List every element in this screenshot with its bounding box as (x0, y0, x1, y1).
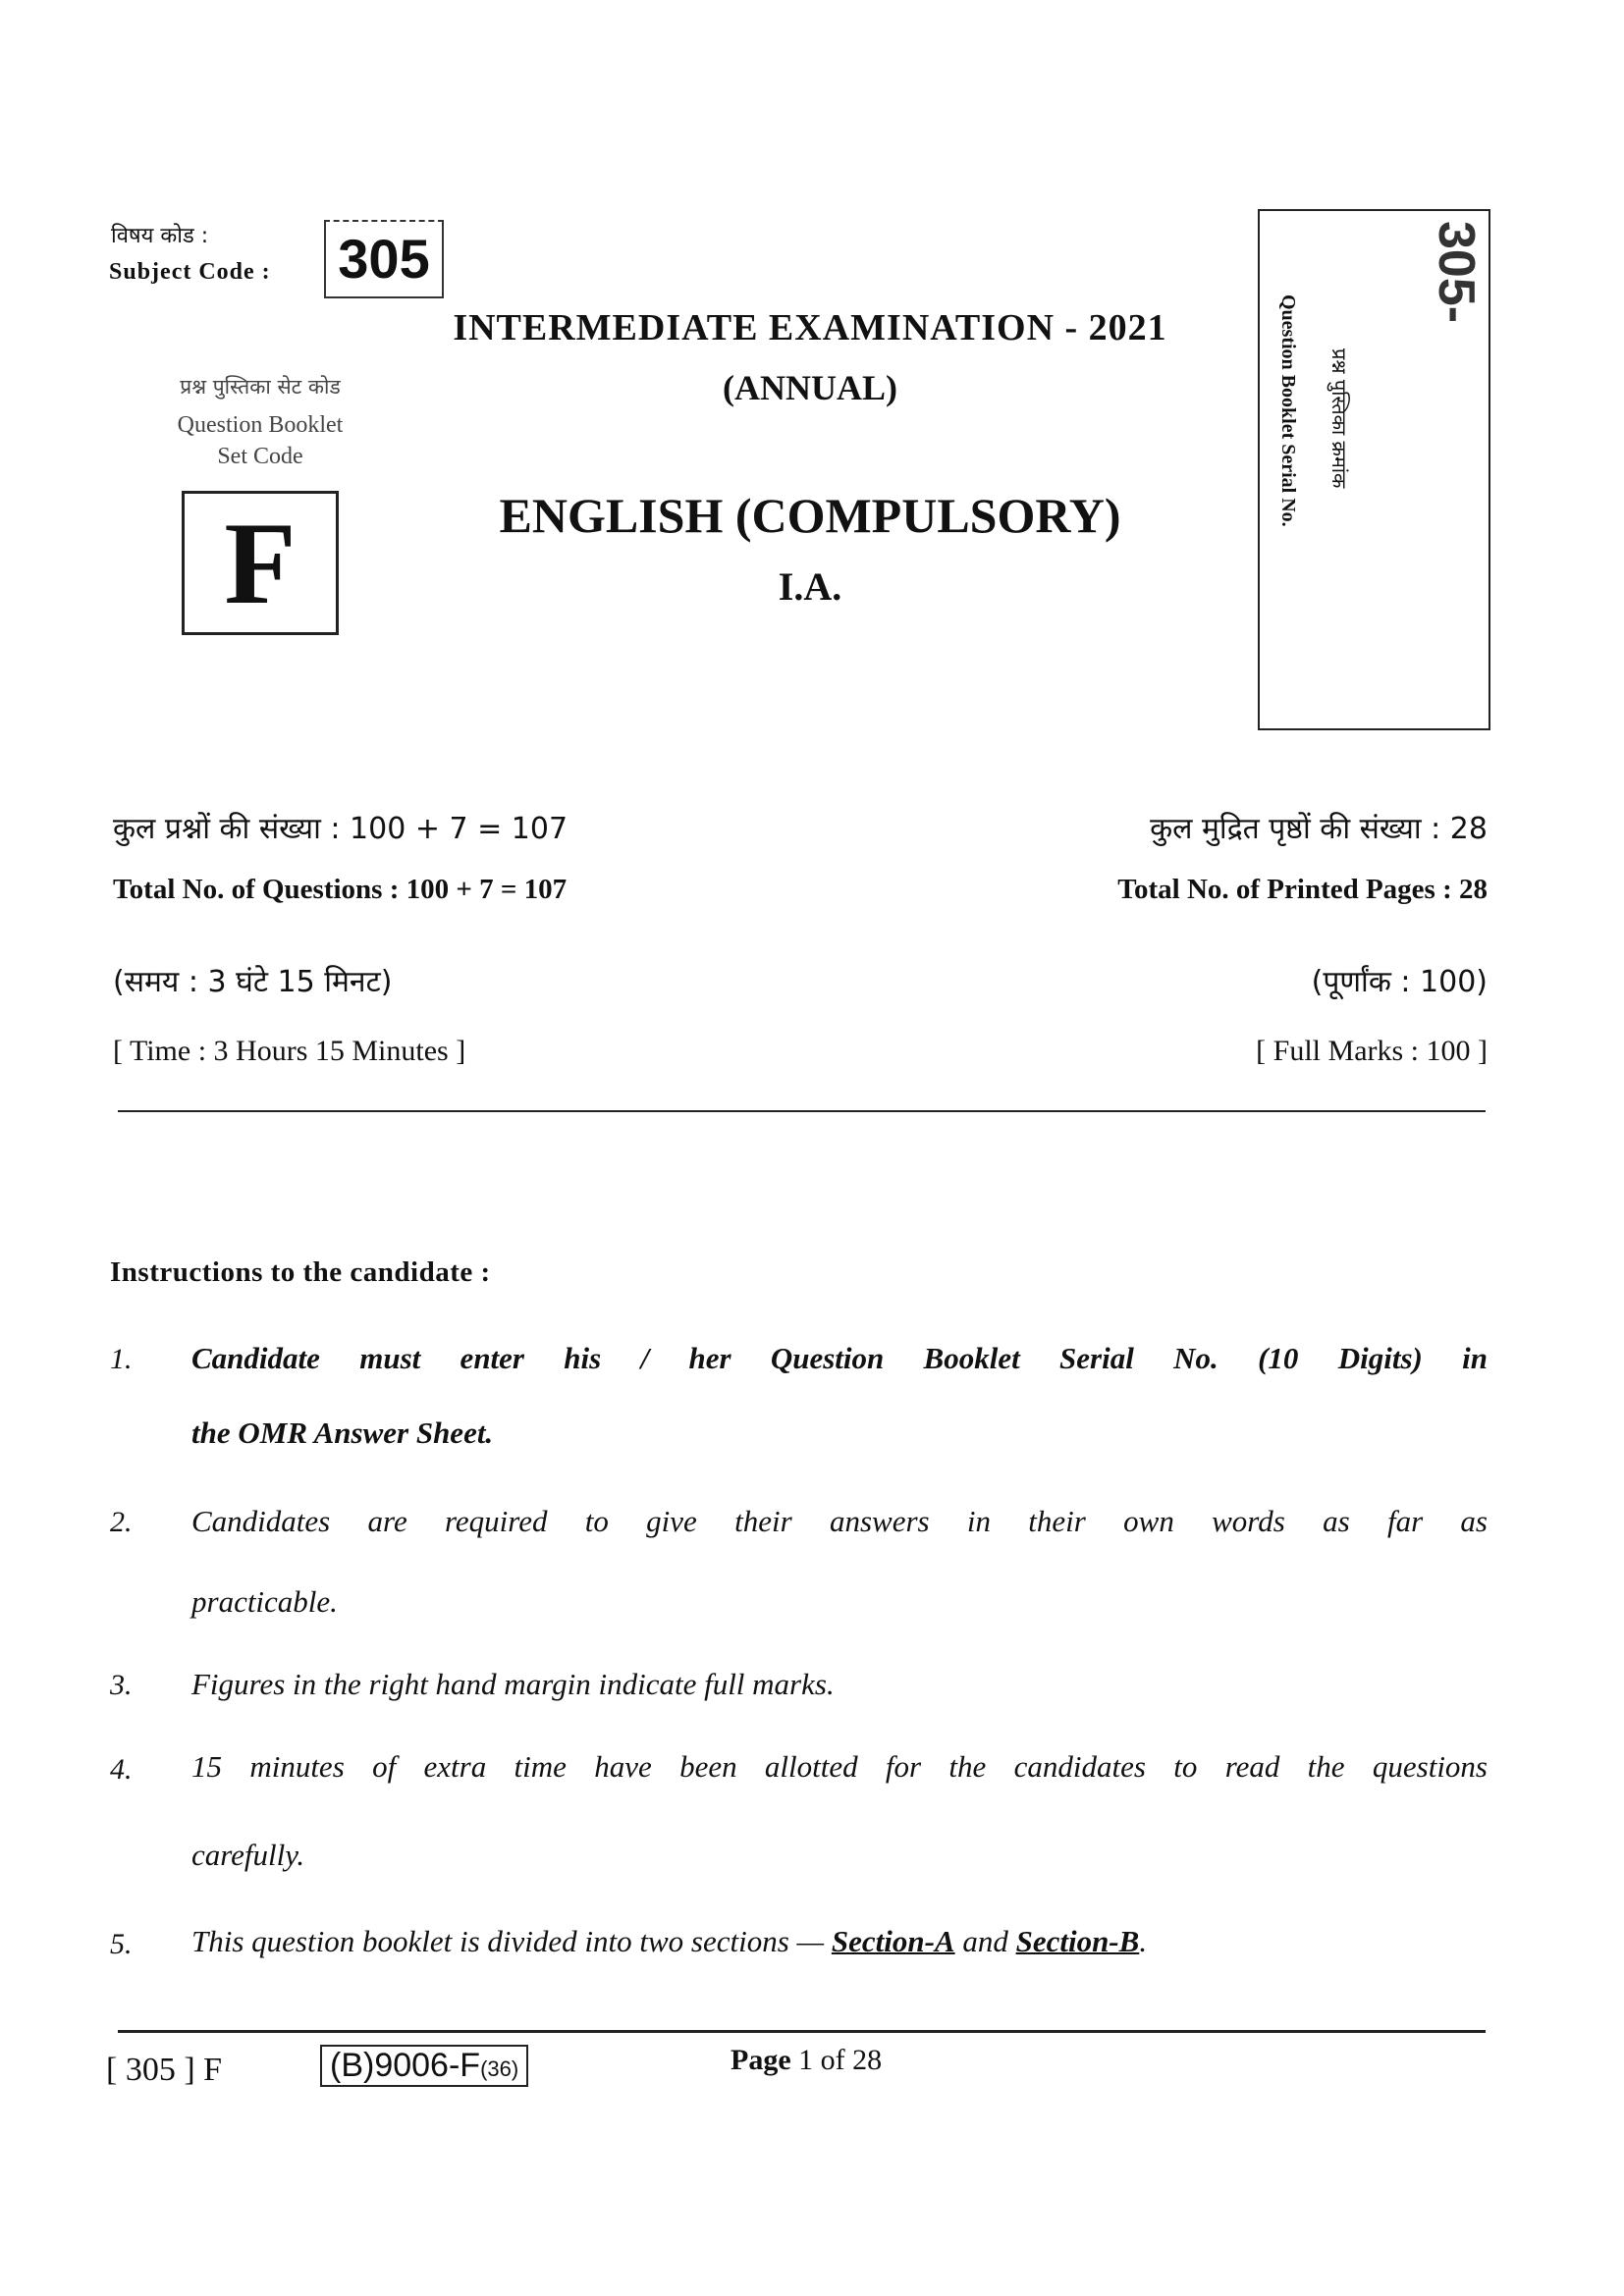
subject-code-box: 305 (324, 220, 444, 298)
subject-title: ENGLISH (COMPULSORY) (499, 488, 1121, 543)
exam-title: INTERMEDIATE EXAMINATION - 2021 (453, 307, 1167, 348)
and-text: and (962, 1924, 1008, 1958)
info-row-hindi-2 (113, 960, 1488, 1000)
instruction-number: 2. (110, 1506, 133, 1538)
period: . (1139, 1924, 1148, 1958)
instruction-number: 1. (110, 1343, 133, 1375)
set-code-box: F (182, 491, 339, 635)
instruction-4-line1: 15 minutes of extra time have been allotted for the candidates to read the questions (191, 1749, 1488, 1784)
serial-code: 305- (1428, 221, 1485, 324)
instruction-number: 5. (110, 1928, 133, 1960)
page-label: Page (731, 2044, 791, 2076)
page-number (731, 2044, 882, 2077)
footer-divider (118, 2030, 1486, 2033)
set-code-label-hindi: प्रश्न पुस्तिका सेट कोड (180, 375, 341, 399)
time-allowed: [ Time : 3 Hours 15 Minutes ] (113, 1035, 466, 1067)
set-code-label-line2: Set Code (217, 444, 303, 469)
pages-count-hindi: कुल मुद्रित पृष्ठों की संख्या : 28 (1150, 812, 1488, 846)
section-b: Section-B (1015, 1924, 1140, 1958)
full-marks: [ Full Marks : 100 ] (1256, 1035, 1488, 1067)
page-value: 1 of 28 (798, 2044, 883, 2076)
footer-booklet-code (320, 2045, 528, 2087)
instruction-2-line2: practicable. (191, 1584, 338, 1619)
subject-code-label: Subject Code : (109, 259, 271, 285)
time-hindi: (समय : 3 घंटे 15 मिनट) (113, 965, 393, 999)
info-row-1 (113, 874, 1488, 906)
instruction-3: Figures in the right hand margin indicate full marks. (191, 1667, 835, 1701)
serial-label: Question Booklet Serial No. (1277, 294, 1299, 527)
set-code-label-line1: Question Booklet (177, 412, 344, 438)
instruction-1-line2: the OMR Answer Sheet. (191, 1415, 494, 1450)
booklet-code: (B)9006-F (330, 2047, 481, 2084)
stream: I.A. (778, 564, 842, 609)
subject-code-label-hindi: विषय कोड : (111, 224, 209, 248)
serial-number-box (1258, 209, 1490, 730)
exam-type: (ANNUAL) (723, 368, 897, 407)
questions-count: Total No. of Questions : 100 + 7 = 107 (113, 874, 568, 905)
instruction-number: 4. (110, 1753, 133, 1786)
divider (118, 1110, 1486, 1112)
instruction-1-line1: Candidate must enter his / her Question Booklet Serial No. (10 Digits) in (191, 1341, 1488, 1375)
instruction-5-text: This question booklet is divided into two sections — (191, 1924, 825, 1958)
serial-label-hindi: प्रश्न पुस्तिका क्रमांक (1327, 348, 1351, 489)
instruction-number: 3. (110, 1669, 133, 1701)
questions-count-hindi: कुल प्रश्नों की संख्या : 100 + 7 = 107 (113, 812, 568, 846)
instruction-4-line2: carefully. (191, 1838, 305, 1872)
info-row-2 (113, 1035, 1488, 1068)
section-a: Section-A (831, 1924, 955, 1958)
booklet-sub: (36) (480, 2056, 519, 2081)
instruction-2-line1: Candidates are required to give their answers in their own words as far as (191, 1504, 1488, 1538)
marks-hindi: (पूर्णांक : 100) (1311, 965, 1488, 999)
footer-code: [ 305 ] F (106, 2052, 223, 2088)
info-row-hindi-1 (113, 807, 1488, 847)
instruction-5 (191, 1922, 1488, 1961)
pages-count: Total No. of Printed Pages : 28 (1117, 874, 1488, 905)
instructions-heading: Instructions to the candidate : (110, 1256, 491, 1288)
